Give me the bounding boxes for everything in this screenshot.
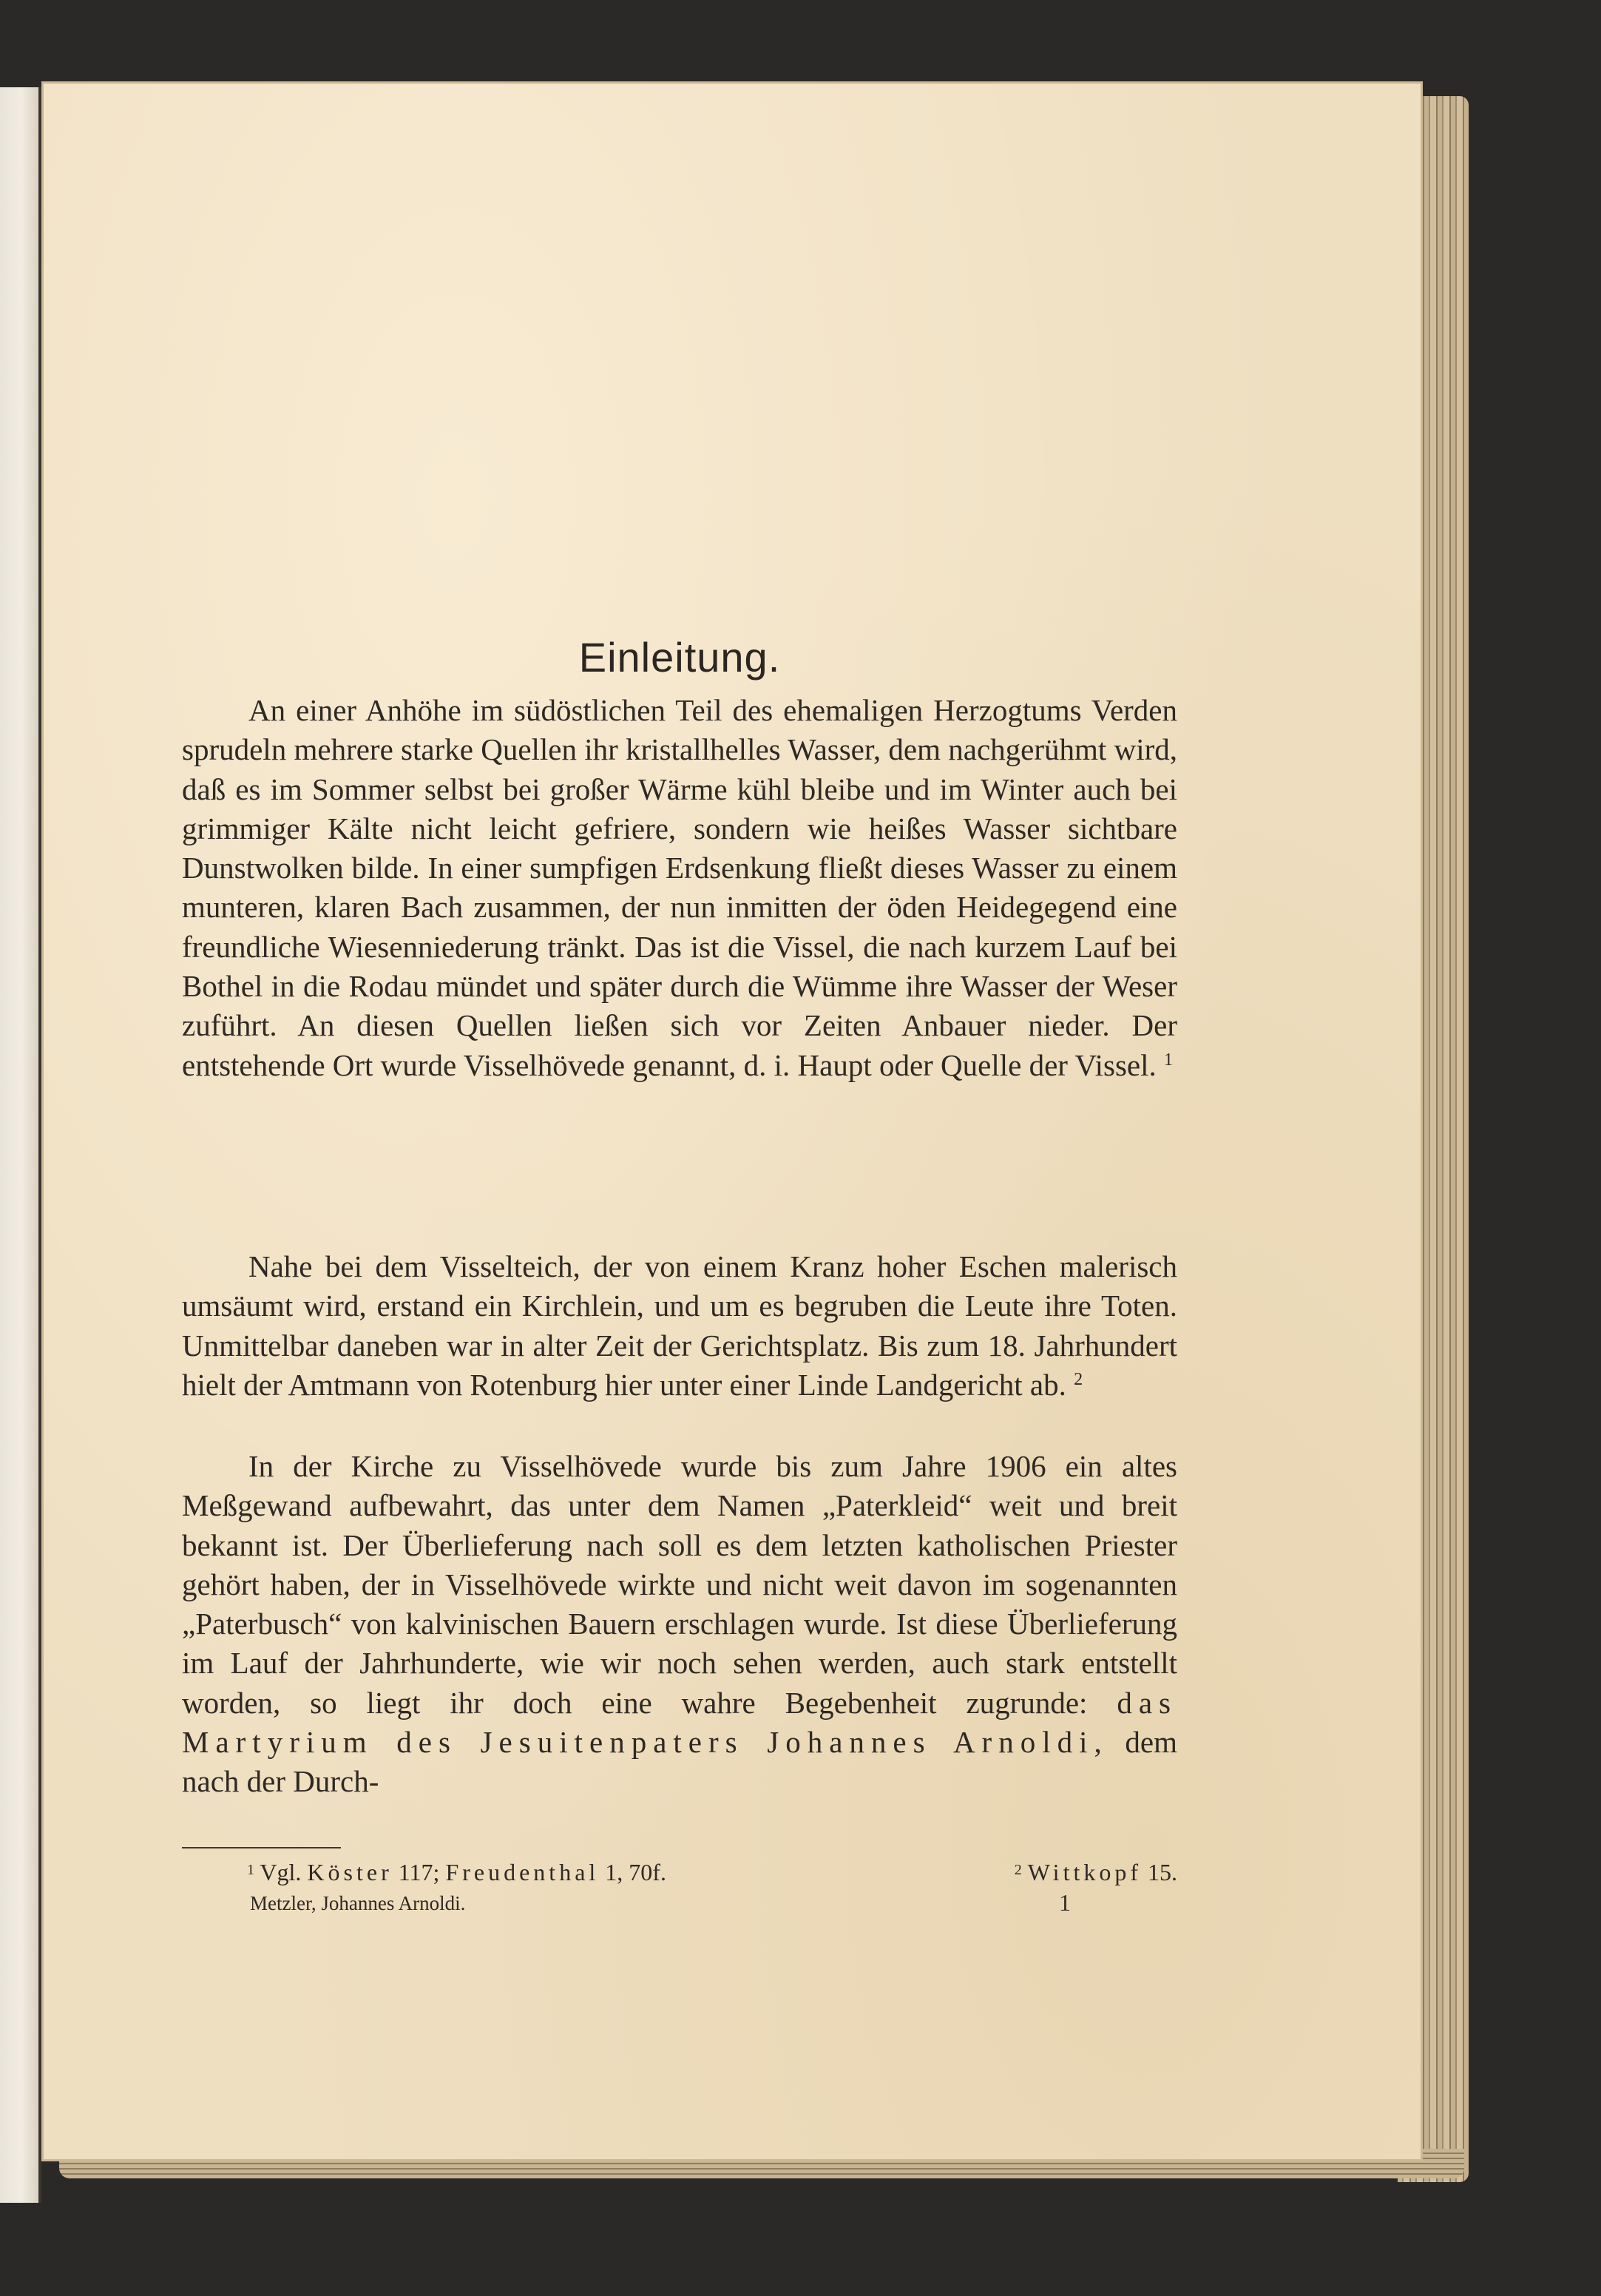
footnote-1-pre: Vgl.: [260, 1859, 302, 1885]
footnote-rule: [182, 1847, 341, 1848]
footnote-1-post: 1, 70f.: [605, 1859, 666, 1885]
paragraph-3-text: In der Kirche zu Visselhövede wurde bis zum Jahre 1906 ein altes Meßgewand aufbewahrt, das unter dem Namen „Paterkleid“ weit und breit bekannt ist. Der Überlieferung nach soll es dem letzten katholischen Priester gehört haben, der in Visselhövede wirkte und nicht weit davon im sogenannten „Paterbusch“ von kalvinischen Bauern erschlagen wurde. Ist diese Überlieferung im Lauf der Jahrhunderte, wie wir noch sehen werden, auch stark entstellt worden, so liegt ihr doch eine wahre Begebenheit zugrunde:: [182, 1449, 1177, 1720]
footnote-2-mark: 2: [1014, 1862, 1022, 1878]
footnote-1-author-1: Köster: [307, 1859, 393, 1885]
footnote-1: [247, 1853, 666, 1889]
paragraph-1-text: An einer Anhöhe im südöstlichen Teil des ehemaligen Herzogtums Verden sprudeln mehrere starke Quellen ihr kristallhelles Wasser, dem nachgerühmt wird, daß es im Sommer selbst bei großer Wärme kühl bleibe und im Winter auch bei grimmiger Kälte nicht leicht gefriere, sondern wie heißes Wasser sichtbare Dunstwolken bilde. In einer sumpfigen Erdsenkung fließt dieses Wasser zu einem munteren, klaren Bach zusammen, der nun inmitten der öden Heidegegend eine freundliche Wiesenniederung tränkt. Das ist die Vissel, die nach kurzem Lauf bei Bothel in die Rodau mündet und später durch die Wümme ihre Wasser der Weser zuführt. An diesen Quellen ließen sich vor Zeiten Anbauer nieder. Der entstehende Ort wurde Visselhövede genannt, d. i. Haupt oder Quelle der Vissel.: [182, 693, 1177, 1082]
footnote-2: [1015, 1853, 1177, 1889]
sheet-number: 1: [1059, 1889, 1071, 1916]
facing-page-edge: [0, 87, 41, 2203]
paragraph-3-emphasis: das Martyrium des Jesuitenpaters Johannes Arnoldi,: [182, 1685, 1177, 1760]
footnote-ref-2: 2: [1074, 1369, 1083, 1389]
paragraph-3: [182, 1447, 1177, 1802]
footnote-2-post: 15.: [1148, 1859, 1177, 1885]
paragraph-3-end: dem nach der Durch-: [182, 1725, 1177, 1799]
footnote-1-mark: 1: [247, 1862, 254, 1878]
printer-signature: Metzler, Johannes Arnoldi.: [250, 1892, 466, 1914]
paragraph-2: [182, 1247, 1177, 1405]
footnote-1-author-2: Freudenthal: [445, 1859, 600, 1885]
footnote-2-author: Wittkopf: [1027, 1859, 1142, 1885]
paragraph-2-text: Nahe bei dem Visselteich, der von einem Kranz hoher Eschen malerisch umsäumt wird, erstand ein Kirchlein, und um es begruben die Leute ihre Toten. Unmittelbar daneben war in alter Zeit der Gerichtsplatz. Bis zum 18. Jahrhundert hielt der Amtmann von Rotenburg hier unter einer Linde Landgericht ab.: [182, 1249, 1177, 1402]
chapter-heading: Einleitung.: [578, 634, 781, 681]
book-page: [41, 81, 1423, 2161]
footnote-ref-1: 1: [1164, 1050, 1173, 1070]
footnote-1-mid: 117;: [398, 1859, 440, 1885]
paragraph-1: [182, 691, 1177, 1085]
